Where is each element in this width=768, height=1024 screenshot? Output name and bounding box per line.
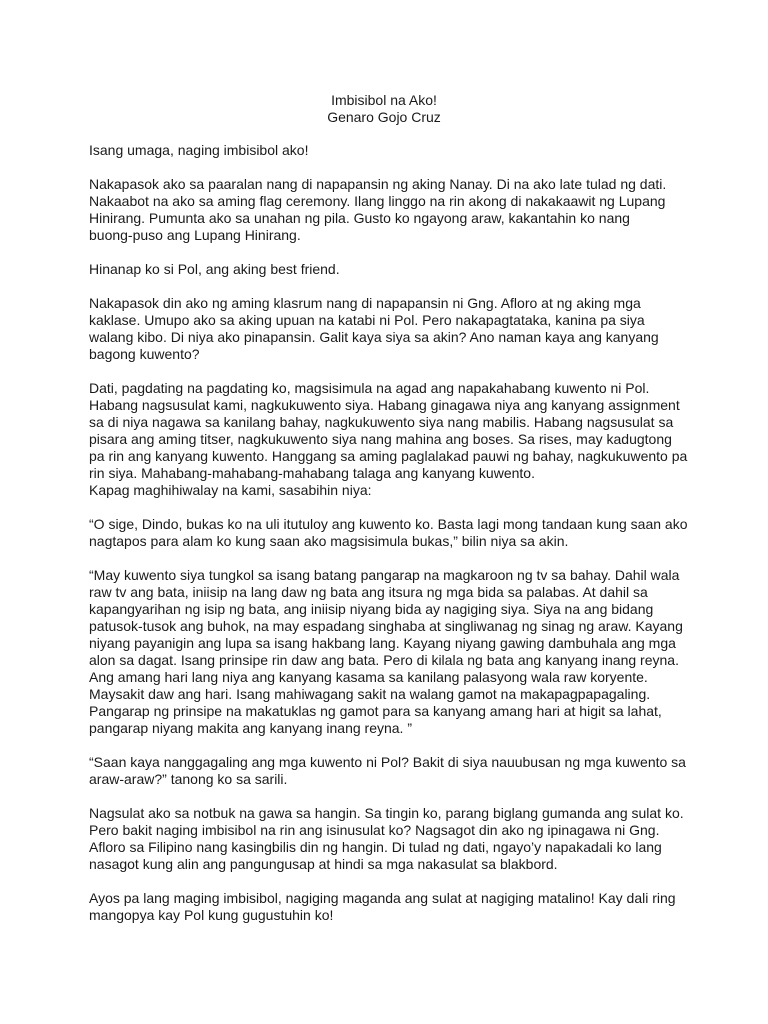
paragraph-line: Isang umaga, naging imbisibol ako! xyxy=(89,142,309,158)
document-title: Imbisibol na Ako! xyxy=(331,92,437,108)
paragraph-line: pangarap niyang makita ang kanyang inang reyna. ” xyxy=(89,720,412,736)
paragraph-line: Kapag maghihiwalay na kami, sasabihin niya: xyxy=(89,482,372,498)
document-body xyxy=(89,142,689,941)
title-block xyxy=(0,92,768,126)
paragraph-line: Maysakit daw ang hari. Isang mahiwagang sakit na walang gamot na makapagpapagaling. xyxy=(89,686,651,702)
paragraph-line: Hinanap ko si Pol, ang aking best friend. xyxy=(89,261,340,277)
paragraph-line: alon sa dagat. Isang prinsipe rin daw ang bata. Pero di kilala ng bata ang kanyang inang reyna. xyxy=(89,652,679,668)
paragraph-line: Dati, pagdating na pagdating ko, magsisimula na agad ang napakahabang kuwento ni Pol. xyxy=(89,380,650,396)
paragraph xyxy=(89,261,689,278)
paragraph-line: Pero bakit naging imbisibol na rin ang isinusulat ko? Nagsagot din ako ng ipinagawa ni Gng. xyxy=(89,822,660,838)
paragraph-line: kaklase. Umupo ako sa aking upuan na katabi ni Pol. Pero nakapagtataka, kanina pa siya xyxy=(89,312,645,328)
paragraph-line: Habang nagsusulat kami, nagkukuwento siya. Habang ginagawa niya ang kanyang assignment xyxy=(89,397,680,413)
paragraph-line: nagtapos para alam ko kung saan ako magsisimula bukas,” bilin niya sa akin. xyxy=(89,533,569,549)
paragraph-line: “O sige, Dindo, bukas ko na uli itutuloy ang kuwento ko. Basta lagi mong tandaan kung saan ako xyxy=(89,516,688,532)
paragraph-line: araw-araw?” tanong ko sa sarili. xyxy=(89,771,288,787)
document-author: Genaro Gojo Cruz xyxy=(327,109,441,125)
paragraph-line: Nakapasok ako sa paaralan nang di napapansin ng aking Nanay. Di na ako late tulad ng dati. xyxy=(89,176,667,192)
paragraph-line: walang kibo. Di niya ako pinapansin. Galit kaya siya sa akin? Ano naman kaya ang kanyang xyxy=(89,329,659,345)
paragraph xyxy=(89,176,689,244)
paragraph xyxy=(89,805,689,873)
paragraph xyxy=(89,142,689,159)
paragraph-line: Nakapasok din ako ng aming klasrum nang di napapansin ni Gng. Afloro at ng aking mga xyxy=(89,295,641,311)
paragraph-line: Ayos pa lang maging imbisibol, nagiging maganda ang sulat at nagiging matalino! Kay dali ring xyxy=(89,890,676,906)
paragraph-line: raw tv ang bata, iniisip na lang daw ng bata ang itsura ng mga bida sa palabas. At dahil sa xyxy=(89,584,648,600)
paragraph-line: Nakaabot na ako sa aming flag ceremony. Ilang linggo na rin akong di nakakaawit ng Lupang xyxy=(89,193,666,209)
paragraph-line: niyang payanigin ang lupa sa isang hakbang lang. Kayang niyang gawing dambuhala ang mga xyxy=(89,635,676,651)
paragraph xyxy=(89,295,689,363)
paragraph-line: “May kuwento siya tungkol sa isang batang pangarap na magkaroon ng tv sa bahay. Dahil wala xyxy=(89,567,680,583)
paragraph-line: pisara ang aming titser, nagkukuwento siya nang mahina ang boses. Sa rises, may kadugtong xyxy=(89,431,672,447)
paragraph-line: nasagot kung alin ang pangungusap at hindi sa mga nakasulat sa blakbord. xyxy=(89,856,558,872)
paragraph-line: pa rin ang kanyang kuwento. Hanggang sa aming paglalakad pauwi ng bahay, nagkukuwento pa xyxy=(89,448,688,464)
paragraph-line: “Saan kaya nanggagaling ang mga kuwento ni Pol? Bakit di siya nauubusan ng mga kuwento sa xyxy=(89,754,686,770)
paragraph xyxy=(89,567,689,737)
paragraph xyxy=(89,754,689,788)
paragraph-line: bagong kuwento? xyxy=(89,346,200,362)
paragraph-line: Hinirang. Pumunta ako sa unahan ng pila. Gusto ko ngayong araw, kakantahin ko nang xyxy=(89,210,630,226)
paragraph-line: Nagsulat ako sa notbuk na gawa sa hangin. Sa tingin ko, parang biglang gumanda ang sulat ko. xyxy=(89,805,684,821)
paragraph-line: mangopya kay Pol kung gugustuhin ko! xyxy=(89,907,334,923)
paragraph-line: kapangyarihan ng isip ng bata, ang iniisip niyang bida ay nagiging siya. Siya na ang bidang xyxy=(89,601,654,617)
paragraph-line: Pangarap ng prinsipe na makatuklas ng gamot para sa kanyang amang hari at higit sa lahat, xyxy=(89,703,662,719)
paragraph-line: rin siya. Mahabang-mahabang-mahabang talaga ang kanyang kuwento. xyxy=(89,465,535,481)
paragraph xyxy=(89,516,689,550)
paragraph-line: buong-puso ang Lupang Hinirang. xyxy=(89,227,301,243)
paragraph-line: sa di niya nagawa sa kanilang bahay, nagkukuwento siya nang mabilis. Habang nagsusulat sa xyxy=(89,414,674,430)
paragraph-line: patusok-tusok ang buhok, na may espadang singhaba at singliwanag ng sinag ng araw. Kayang xyxy=(89,618,683,634)
paragraph xyxy=(89,380,689,499)
paragraph-line: Afloro sa Filipino nang kasingbilis din ng hangin. Di tulad ng dati, ngayo’y napakadali ko lang xyxy=(89,839,662,855)
paragraph xyxy=(89,890,689,924)
paragraph-line: Ang amang hari lang niya ang kanyang kasama sa kanilang palasyong wala raw koryente. xyxy=(89,669,648,685)
